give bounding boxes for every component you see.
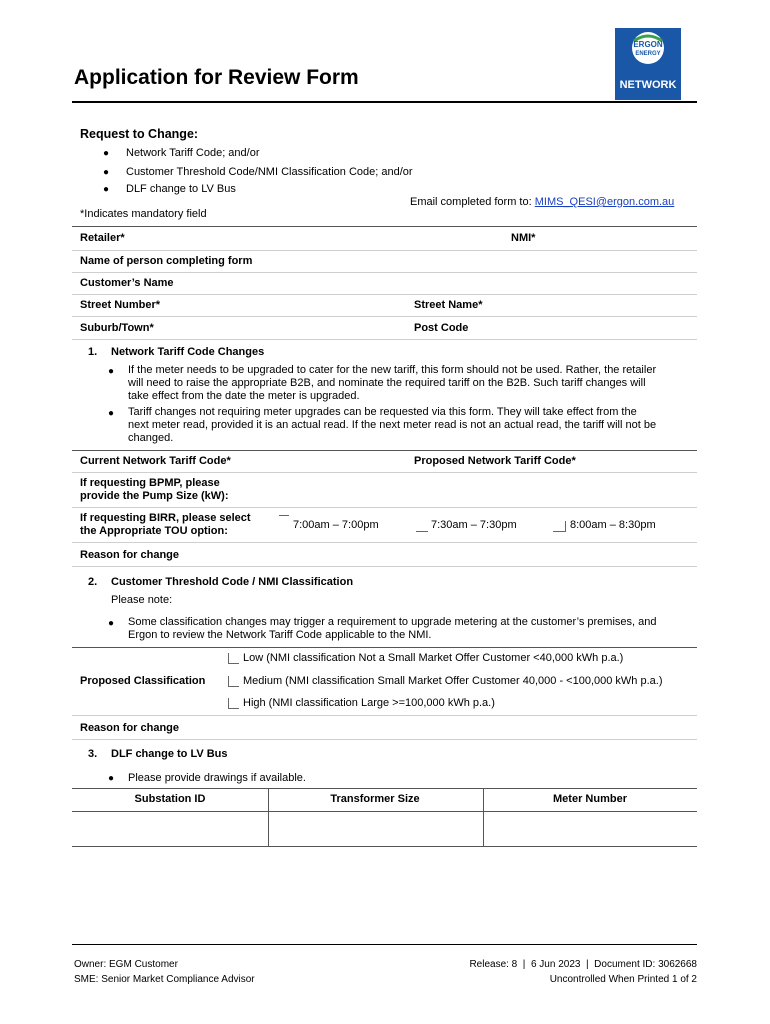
proposed-code-label: Proposed Network Tariff Code* <box>414 455 576 467</box>
current-code-label: Current Network Tariff Code* <box>80 455 231 467</box>
row-divider <box>72 250 697 251</box>
bpmp-label <box>80 477 229 503</box>
text-line: Ergon to review the Network Tariff Code applicable to the NMI. <box>128 629 432 641</box>
proposed-classification-label: Proposed Classification <box>80 675 206 687</box>
col-meter-number: Meter Number <box>553 793 627 805</box>
email-line <box>410 196 674 208</box>
street-number-label: Street Number* <box>80 299 161 311</box>
row-divider <box>72 272 697 273</box>
text-line: changed. <box>128 432 174 444</box>
classification-checkbox-low[interactable] <box>228 653 239 664</box>
tou-option-3: 8:00am – 8:30pm <box>570 519 656 531</box>
transformer-size-cell[interactable] <box>269 812 482 846</box>
text-line: If requesting BPMP, please <box>80 477 220 489</box>
row-divider <box>72 739 697 740</box>
section1-bullet1 <box>128 364 656 403</box>
text-line: If the meter needs to be upgraded to cater for the new tariff, this form should not be used. Rather, the retailer <box>128 364 657 376</box>
ergon-network-logo <box>615 28 681 100</box>
logo-text-bottom: NETWORK <box>619 79 677 91</box>
customer-name-label: Customer’s Name <box>80 277 174 289</box>
meter-number-cell[interactable] <box>484 812 697 846</box>
row-divider <box>72 566 697 567</box>
mandatory-note: *Indicates mandatory field <box>80 208 207 220</box>
tou-checkbox-2[interactable] <box>416 521 428 532</box>
section3-number: 3. <box>88 748 98 760</box>
row-divider <box>72 294 697 295</box>
retailer-label: Retailer* <box>80 232 125 244</box>
footer-rule <box>72 944 697 945</box>
bullet-dot: ● <box>108 408 115 419</box>
row-divider <box>72 450 697 451</box>
request-item: DLF change to LV Bus <box>126 183 236 195</box>
section2-bullet <box>128 616 656 642</box>
classification-high: High (NMI classification Large >=100,000 kWh p.a.) <box>243 697 495 709</box>
table-top-rule <box>72 788 697 789</box>
tou-checkbox-1[interactable] <box>279 515 289 526</box>
bullet-dot: ● <box>103 184 110 195</box>
request-heading: Request to Change: <box>80 127 199 141</box>
col-substation-id: Substation ID <box>134 793 206 805</box>
classification-checkbox-medium[interactable] <box>228 676 239 687</box>
section2-note: Please note: <box>111 594 173 606</box>
footer-uncontrolled: Uncontrolled When Printed 1 of 2 <box>549 974 697 985</box>
bullet-dot: ● <box>103 148 110 159</box>
section2-number: 2. <box>88 576 98 588</box>
section1-heading: Network Tariff Code Changes <box>111 346 265 358</box>
section3-bullet: Please provide drawings if available. <box>128 772 306 784</box>
text-line: Tariff changes not requiring meter upgrades can be requested via this form. They will take effect from the <box>128 406 637 418</box>
text-line: next meter read, provided it is an actual read. If the next meter read is not an actual read, the tariff will not be <box>128 419 657 431</box>
row-divider <box>72 507 697 508</box>
post-code-label: Post Code <box>414 322 469 334</box>
section1-bullet2 <box>128 406 656 445</box>
text-line: If requesting BIRR, please select <box>80 512 251 524</box>
logo-text-mid: ENERGY <box>635 51 661 57</box>
title-rule <box>72 101 697 103</box>
footer-sme: SME: Senior Market Compliance Advisor <box>74 974 255 985</box>
person-completing-label: Name of person completing form <box>80 255 253 267</box>
page-title: Application for Review Form <box>74 66 359 89</box>
classification-medium: Medium (NMI classification Small Market Offer Customer 40,000 - <100,000 kWh p.a.) <box>243 675 663 687</box>
section2-heading: Customer Threshold Code / NMI Classification <box>111 576 354 588</box>
tou-option-1: 7:00am – 7:00pm <box>293 519 379 531</box>
bullet-dot: ● <box>108 773 115 784</box>
row-divider <box>72 647 697 648</box>
text-line: Some classification changes may trigger a requirement to upgrade metering at the customer’s premises, and <box>128 616 657 628</box>
bullet-dot: ● <box>108 366 115 377</box>
logo-text-top: ERGON <box>633 40 663 49</box>
text-line: the Appropriate TOU option: <box>80 525 228 537</box>
classification-low: Low (NMI classification Not a Small Market Offer Customer <40,000 kWh p.a.) <box>243 652 624 664</box>
email-link[interactable]: MIMS_QESI@ergon.com.au <box>534 196 675 208</box>
bullet-dot: ● <box>103 167 110 178</box>
tou-option-2: 7:30am – 7:30pm <box>431 519 517 531</box>
footer-owner: Owner: EGM Customer <box>74 959 178 970</box>
text-line: take effect from the date the meter is upgraded. <box>128 390 360 402</box>
email-prefix: Email completed form to: <box>410 196 535 208</box>
section1-number: 1. <box>88 346 98 358</box>
row-divider <box>72 715 697 716</box>
text-line: will need to raise the appropriate B2B, and nominate the required tariff on the B2B. Such tariff changes will <box>128 377 646 389</box>
reason-label-1: Reason for change <box>80 549 180 561</box>
row-divider <box>72 226 697 227</box>
substation-id-cell[interactable] <box>72 812 268 846</box>
footer-release: Release: 8 | 6 Jun 2023 | Document ID: 3062668 <box>469 959 697 970</box>
reason-label-2: Reason for change <box>80 722 180 734</box>
section3-heading: DLF change to LV Bus <box>111 748 228 760</box>
text-line: provide the Pump Size (kW): <box>80 490 229 502</box>
bullet-dot: ● <box>108 618 115 629</box>
row-divider <box>72 472 697 473</box>
nmi-label: NMI* <box>511 232 536 244</box>
row-divider <box>72 339 697 340</box>
street-name-label: Street Name* <box>414 299 483 311</box>
tou-checkbox-3[interactable] <box>553 521 566 532</box>
suburb-label: Suburb/Town* <box>80 322 154 334</box>
classification-checkbox-high[interactable] <box>228 698 239 709</box>
request-item: Customer Threshold Code/NMI Classification Code; and/or <box>126 166 413 178</box>
table-bottom-rule <box>72 846 697 847</box>
request-item: Network Tariff Code; and/or <box>126 147 260 159</box>
birr-label <box>80 512 251 538</box>
col-transformer-size: Transformer Size <box>330 793 420 805</box>
row-divider <box>72 542 697 543</box>
row-divider <box>72 316 697 317</box>
